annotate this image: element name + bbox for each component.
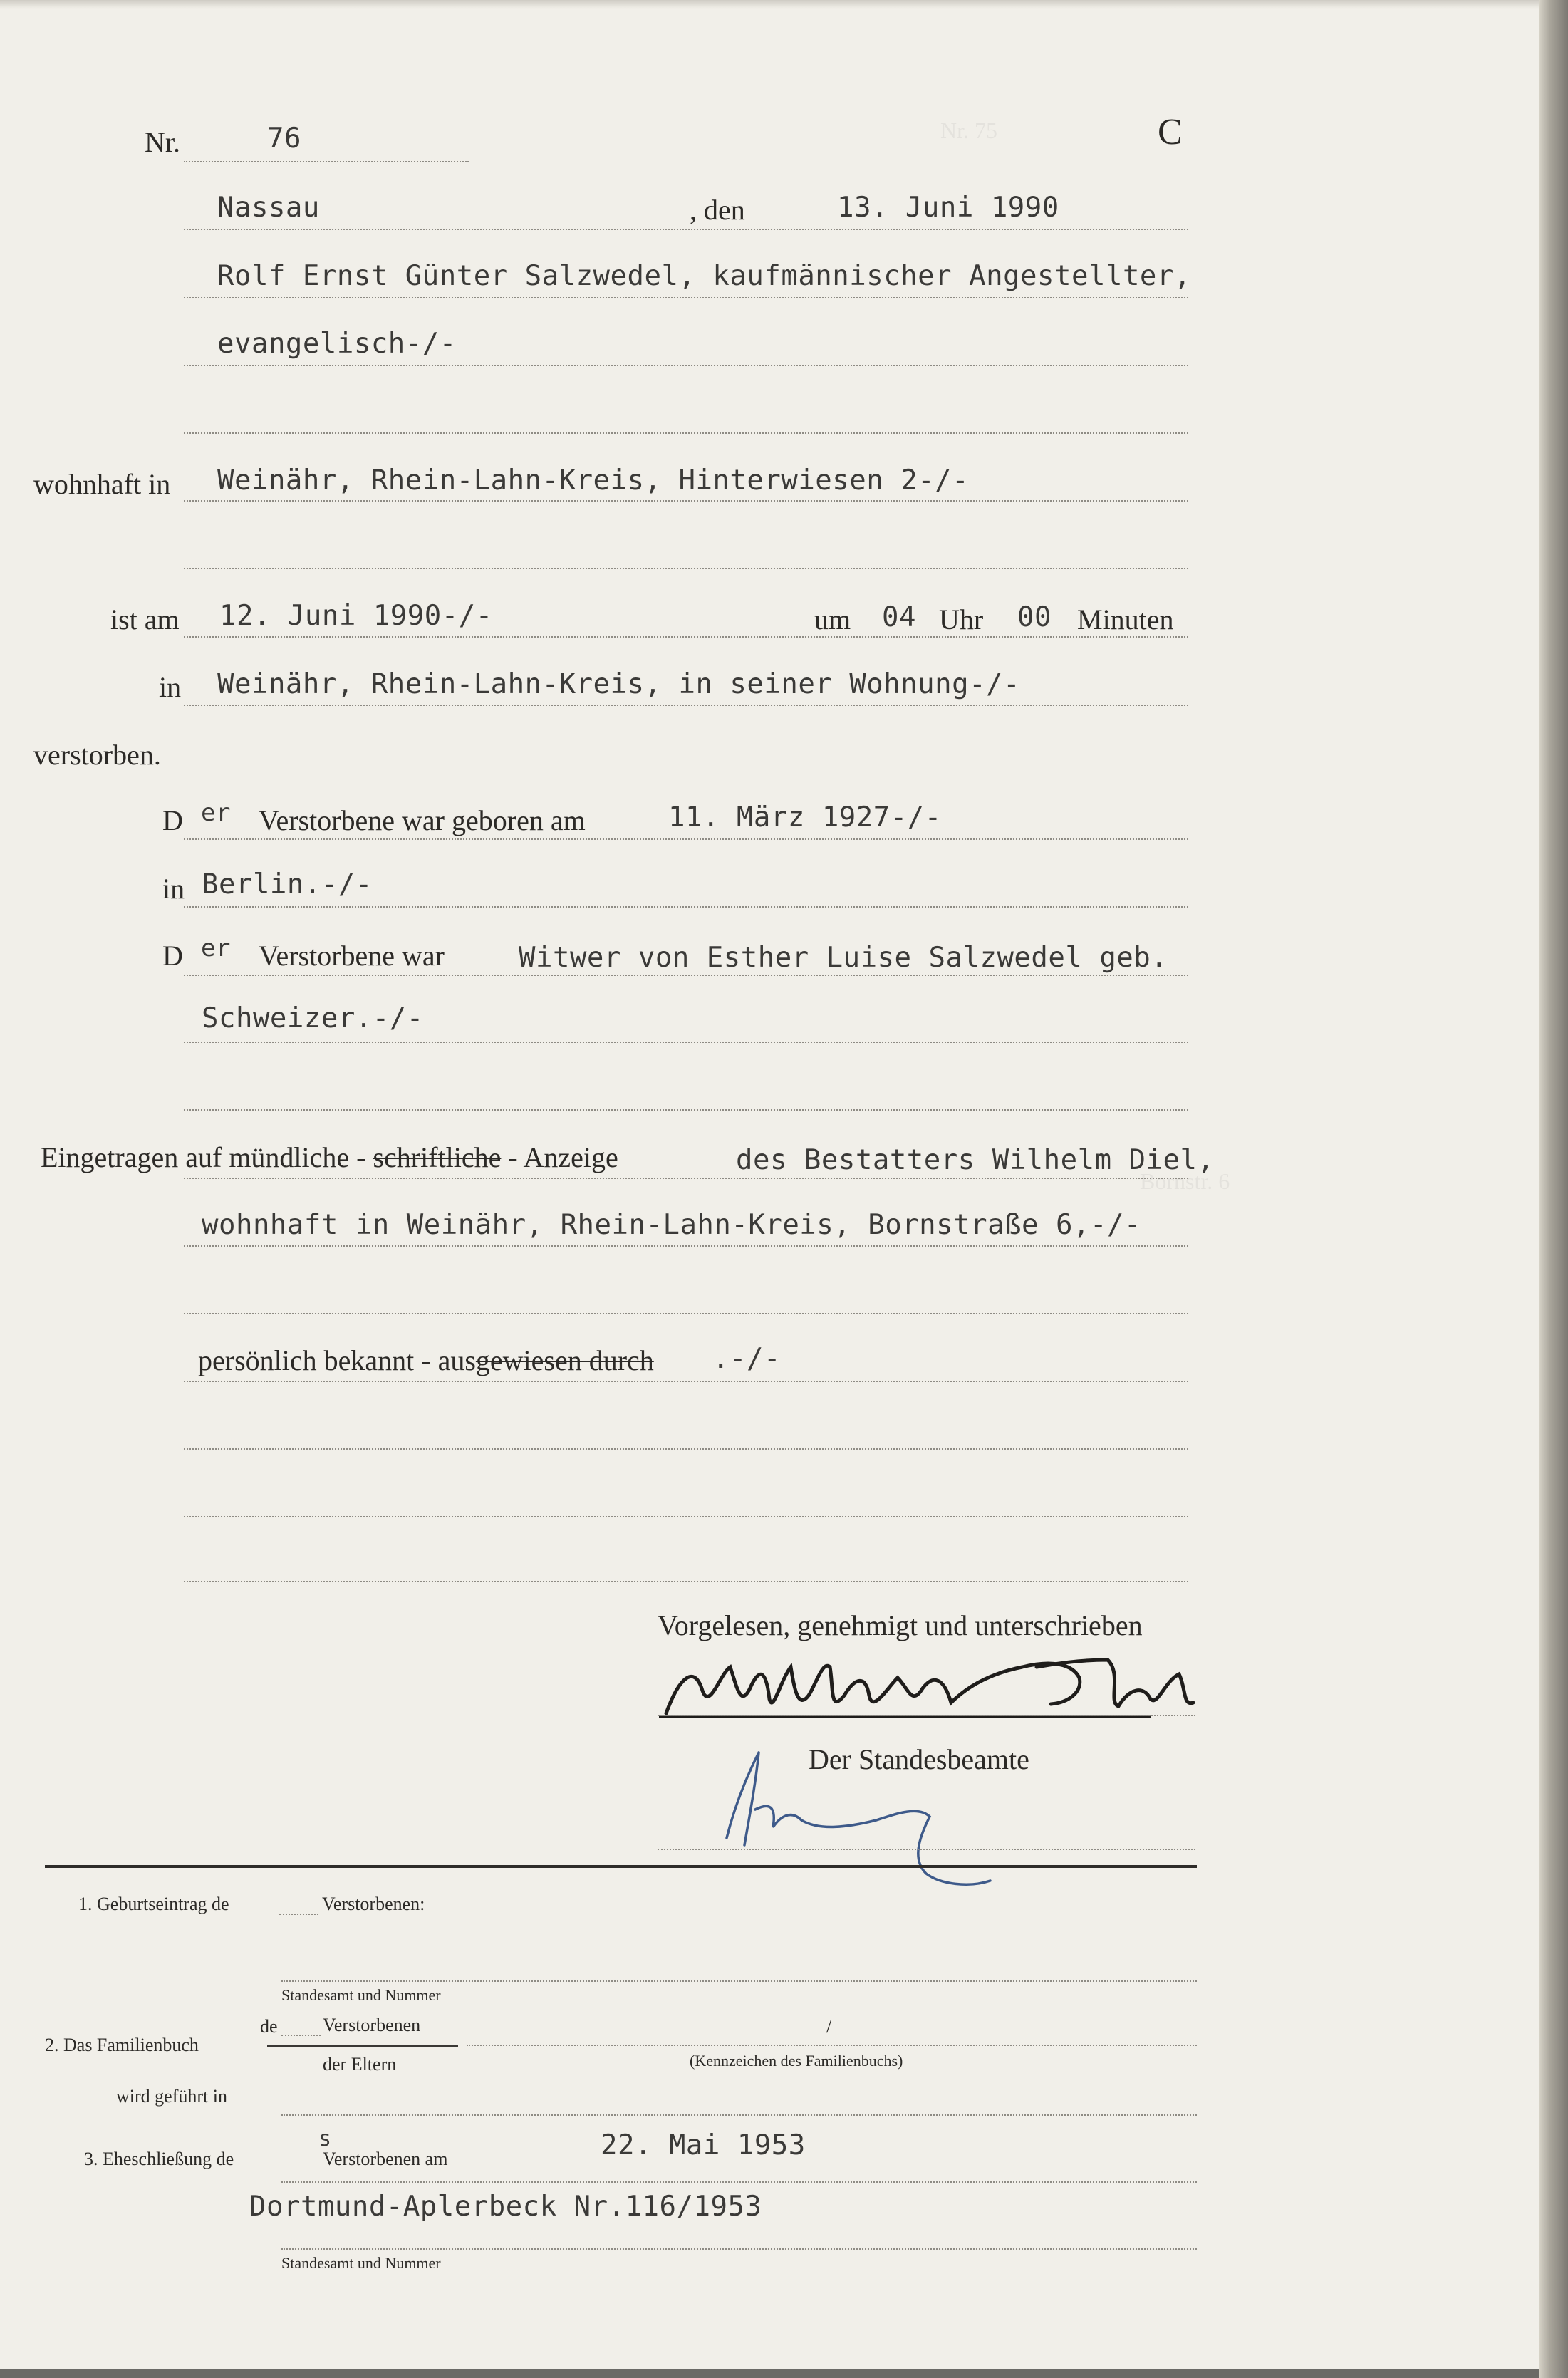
book-spine-edge	[1539, 0, 1568, 2378]
registration-struck: schriftliche	[373, 1141, 502, 1173]
uhr-label: Uhr	[939, 603, 984, 635]
bleed-through-text: Bornstr. 6	[1140, 1168, 1230, 1194]
identification-struck: gewiesen durch	[475, 1344, 654, 1376]
verstorben-label: verstorben.	[33, 739, 161, 771]
status-line-3	[184, 1109, 1188, 1111]
informant: des Bestatters Wilhelm Diel,	[736, 1144, 1215, 1176]
registration-line-2	[184, 1245, 1188, 1247]
um-label: um	[814, 603, 851, 635]
place-date-line	[184, 229, 1188, 230]
footer-item2-label: 2. Das Familienbuch	[45, 2035, 199, 2055]
footer-item2-option-underline	[267, 2045, 458, 2047]
ist-am-label: ist am	[110, 603, 180, 635]
deceased-line-1	[184, 297, 1188, 298]
footer-item3-s: s	[318, 2127, 332, 2151]
footer-item2-line	[467, 2045, 1197, 2046]
birth-place: Berlin.-/-	[202, 868, 373, 900]
footer-item2-option2: der Eltern	[323, 2054, 397, 2075]
read-approved-signed-label: Vorgelesen, genehmigt und unterschrieben	[658, 1609, 1143, 1641]
death-place-line	[184, 705, 1188, 706]
registration-label-b: - Anzeige	[501, 1141, 618, 1173]
residence-value: Weinähr, Rhein-Lahn-Kreis, Hinterwiesen 2-/-	[217, 464, 970, 497]
status-d-prefix: D	[162, 940, 183, 972]
birth-er-suffix: er	[201, 799, 231, 827]
informant-address: wohnhaft in Weinähr, Rhein-Lahn-Kreis, Bornstraße 6,-/-	[202, 1209, 1141, 1241]
minuten-label: Minuten	[1077, 603, 1174, 635]
blank-line-3	[184, 1581, 1188, 1582]
blank-line-2	[184, 1516, 1188, 1517]
status-er-suffix: er	[201, 934, 231, 962]
registrar-label: Der Standesbeamte	[809, 1743, 1029, 1775]
nr-line	[184, 161, 469, 162]
identification-label	[198, 1346, 654, 1375]
death-hour: 04	[882, 601, 916, 633]
registration-label-a: Eingetragen auf mündliche -	[41, 1141, 373, 1173]
deceased-name-occupation: Rolf Ernst Günter Salzwedel, kaufmännischer Angestellter,	[217, 260, 1191, 292]
den-label: , den	[690, 194, 745, 226]
death-date: 12. Juni 1990-/-	[219, 600, 493, 632]
birth-date-line	[184, 838, 1188, 840]
page-top-edge	[0, 0, 1539, 9]
footer-item3-line	[281, 2181, 1197, 2183]
informant-signature	[652, 1646, 1200, 1724]
footer-item2-slash: /	[826, 2016, 832, 2037]
birth-label: Verstorbene war geboren am	[259, 804, 586, 836]
footer-item3-label: 3. Eheschließung de	[84, 2149, 234, 2169]
residence-line-2	[184, 568, 1188, 569]
nr-label: Nr.	[145, 126, 180, 158]
footer-item3-sub: Standesamt und Nummer	[281, 2254, 441, 2272]
register-letter: C	[1158, 112, 1183, 152]
footer-item2-kennzeichen: (Kennzeichen des Familienbuchs)	[690, 2052, 903, 2070]
footer-item3-line2	[281, 2248, 1197, 2250]
registry-place: Nassau	[217, 192, 320, 224]
birth-place-line	[184, 906, 1188, 908]
status-line-1	[184, 975, 1188, 976]
registration-date: 13. Juni 1990	[837, 192, 1059, 224]
residence-label: wohnhaft in	[33, 468, 171, 500]
footer-item2-line2	[281, 2114, 1197, 2116]
registration-label	[41, 1143, 618, 1172]
deceased-line-2	[184, 365, 1188, 366]
status-line-2	[184, 1042, 1188, 1043]
registrar-signature-line	[658, 1849, 1195, 1850]
blank-line-1	[184, 1448, 1188, 1450]
footer-item2-fill	[281, 2035, 321, 2036]
identification-suffix: .-/-	[712, 1343, 781, 1375]
identification-label-a: persönlich bekannt - aus	[198, 1344, 476, 1376]
registrar-signature	[705, 1738, 1004, 1895]
marital-status: Witwer von Esther Luise Salzwedel geb.	[519, 942, 1168, 974]
footer-item1-fill	[279, 1914, 318, 1915]
footer-item2-label2: wird geführt in	[116, 2086, 227, 2107]
informant-signature-line	[658, 1715, 1195, 1716]
marriage-registry: Dortmund-Aplerbeck Nr.116/1953	[249, 2191, 762, 2223]
death-in-label: in	[159, 671, 182, 703]
death-minutes: 00	[1017, 601, 1052, 633]
residence-line	[184, 500, 1188, 502]
marriage-date: 22. Mai 1953	[601, 2129, 806, 2161]
registration-line-3	[184, 1313, 1188, 1314]
deceased-religion: evangelisch-/-	[217, 328, 457, 360]
death-date-line	[184, 636, 1188, 638]
birth-date: 11. März 1927-/-	[668, 801, 942, 834]
footer-item2-option1: Verstorbenen	[323, 2015, 421, 2035]
footer-item3-value: Verstorbenen am	[323, 2149, 448, 2169]
identification-line	[184, 1381, 1188, 1382]
birth-d-prefix: D	[162, 804, 183, 836]
footer-item1-label: 1. Geburtseintrag de	[78, 1894, 229, 1914]
footer-item1-value: Verstorbenen:	[322, 1894, 425, 1914]
footer-item2-de: de	[260, 2016, 278, 2037]
footer-item1-sub: Standesamt und Nummer	[281, 1986, 441, 2004]
footer-item1-line	[281, 1980, 1197, 1982]
birth-in-label: in	[162, 873, 185, 905]
status-label: Verstorbene war	[259, 940, 445, 972]
registration-line-1	[184, 1178, 1188, 1179]
death-place: Weinähr, Rhein-Lahn-Kreis, in seiner Wohnung-/-	[217, 668, 1021, 700]
footer-rule	[45, 1865, 1197, 1868]
bleed-through-text: Nr. 75	[940, 118, 997, 143]
marital-status-cont: Schweizer.-/-	[202, 1002, 424, 1034]
entry-number: 76	[267, 123, 301, 155]
deceased-line-3	[184, 432, 1188, 434]
